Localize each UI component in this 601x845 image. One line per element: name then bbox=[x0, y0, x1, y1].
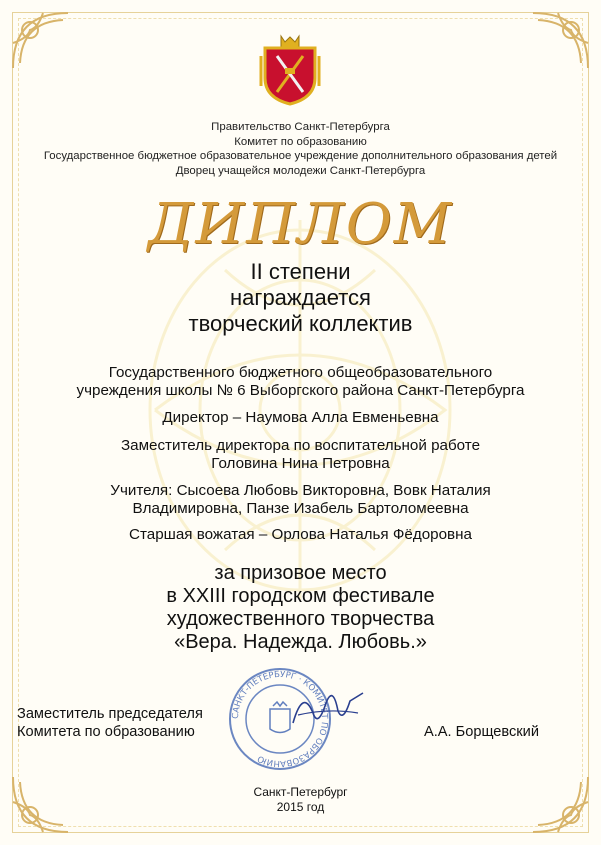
teachers-line-1: Учителя: Сысоева Любовь Викторовна, Вовк Наталия bbox=[110, 482, 491, 499]
signatory-position bbox=[17, 706, 203, 741]
coat-of-arms-icon bbox=[259, 34, 321, 106]
director-line: Директор – Наумова Алла Евменьевна bbox=[162, 409, 439, 426]
header-line-government: Правительство Санкт-Петербурга bbox=[211, 121, 390, 133]
diploma-title: ДИПЛОМ bbox=[147, 192, 454, 257]
header-line-palace: Дворец учащейся молодежи Санкт-Петербурга bbox=[175, 164, 426, 177]
teachers-list bbox=[0, 482, 601, 518]
prize-line-1: за призовое место bbox=[214, 562, 387, 584]
header-line-committee: Комитет по образованию bbox=[234, 135, 367, 148]
deputy-director bbox=[0, 437, 601, 473]
seal-text: САНКТ-ПЕТЕРБУРГ · КОМИТЕТ ПО ОБРАЗОВАНИЮ bbox=[230, 669, 330, 769]
teachers-line-2: Владимировна, Панзе Изабель Бартоломеевна bbox=[132, 500, 469, 517]
corner-ornament-top-left bbox=[8, 8, 78, 78]
prize-line-2: в XXIII городском фестивале bbox=[166, 585, 435, 607]
city: Санкт-Петербург bbox=[253, 785, 348, 799]
senior-leader-line: Старшая вожатая – Орлова Наталья Фёдоровна bbox=[129, 526, 472, 543]
deputy-line-2: Головина Нина Петровна bbox=[211, 455, 390, 472]
awarded-text: награждается bbox=[230, 285, 371, 310]
institution-line-1: Государственного бюджетного общеобразовательного bbox=[108, 364, 493, 381]
prize-line-3: художественного творчества bbox=[166, 608, 435, 630]
institution-line-2: учреждения школы № 6 Выборгского района Санкт-Петербурга bbox=[76, 382, 525, 399]
issuer-header bbox=[0, 120, 601, 178]
degree-block bbox=[0, 259, 601, 337]
place-and-date bbox=[0, 785, 601, 815]
degree-level: II степени bbox=[250, 259, 351, 284]
corner-ornament-top-right bbox=[523, 8, 593, 78]
signatory-position-line-2: Комитета по образованию bbox=[17, 723, 195, 740]
header-line-institution: Государственное бюджетное образовательное учреждение дополнительного образования детей bbox=[43, 150, 558, 162]
festival-name: «Вера. Надежда. Любовь.» bbox=[174, 631, 427, 653]
recipient-type: творческий коллектив bbox=[188, 311, 413, 336]
signatory-position-line-1: Заместитель председателя bbox=[17, 706, 203, 722]
institution-name bbox=[0, 364, 601, 400]
deputy-line-1: Заместитель директора по воспитательной работе bbox=[120, 437, 481, 454]
prize-block bbox=[0, 562, 601, 654]
year: 2015 год bbox=[276, 800, 325, 814]
handwritten-signature bbox=[288, 683, 368, 733]
signatory-name: А.А. Борщевский bbox=[424, 724, 539, 740]
